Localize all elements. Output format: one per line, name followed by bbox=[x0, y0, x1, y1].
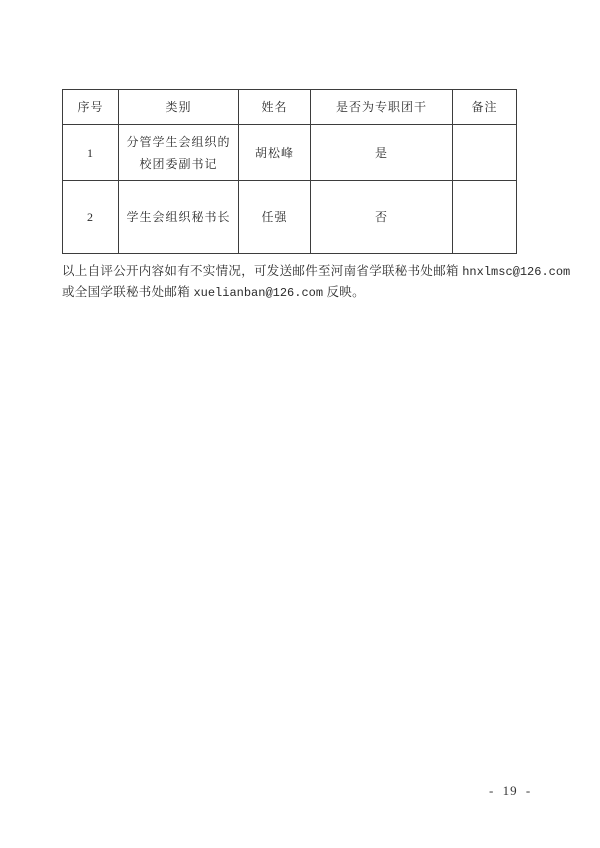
cell-serial: 2 bbox=[63, 181, 119, 254]
cell-remark bbox=[453, 125, 517, 181]
cell-fulltime: 是 bbox=[311, 125, 453, 181]
cell-category: 分管学生会组织的校团委副书记 bbox=[119, 125, 239, 181]
cell-fulltime: 否 bbox=[311, 181, 453, 254]
cell-name: 任强 bbox=[239, 181, 311, 254]
notice-line1-text: 以上自评公开内容如有不实情况，可发送邮件至河南省学联秘书处邮箱 bbox=[62, 264, 463, 278]
national-secretariat-email: xuelianban@126.com bbox=[193, 286, 324, 300]
header-name: 姓名 bbox=[239, 90, 311, 125]
notice-line-1 bbox=[62, 261, 571, 282]
cell-category: 学生会组织秘书长 bbox=[119, 181, 239, 254]
notice-line-2 bbox=[62, 282, 562, 303]
page-number: - 19 - bbox=[489, 783, 532, 798]
header-fulltime-status: 是否为专职团干 bbox=[311, 90, 453, 125]
officials-table bbox=[62, 89, 517, 254]
henan-secretariat-email: hnxlmsc@126.com bbox=[462, 265, 571, 279]
header-serial-number: 序号 bbox=[63, 90, 119, 125]
table-header-row bbox=[63, 90, 517, 125]
notice-paragraph bbox=[62, 261, 571, 303]
cell-serial: 1 bbox=[63, 125, 119, 181]
header-category: 类别 bbox=[119, 90, 239, 125]
table-row bbox=[63, 181, 517, 254]
cell-remark bbox=[453, 181, 517, 254]
table-row bbox=[63, 125, 517, 181]
header-remark: 备注 bbox=[453, 90, 517, 125]
cell-name: 胡松峰 bbox=[239, 125, 311, 181]
notice-line2-text: 或全国学联秘书处邮箱 bbox=[62, 285, 194, 299]
notice-line2-suffix: 反映。 bbox=[323, 285, 365, 299]
